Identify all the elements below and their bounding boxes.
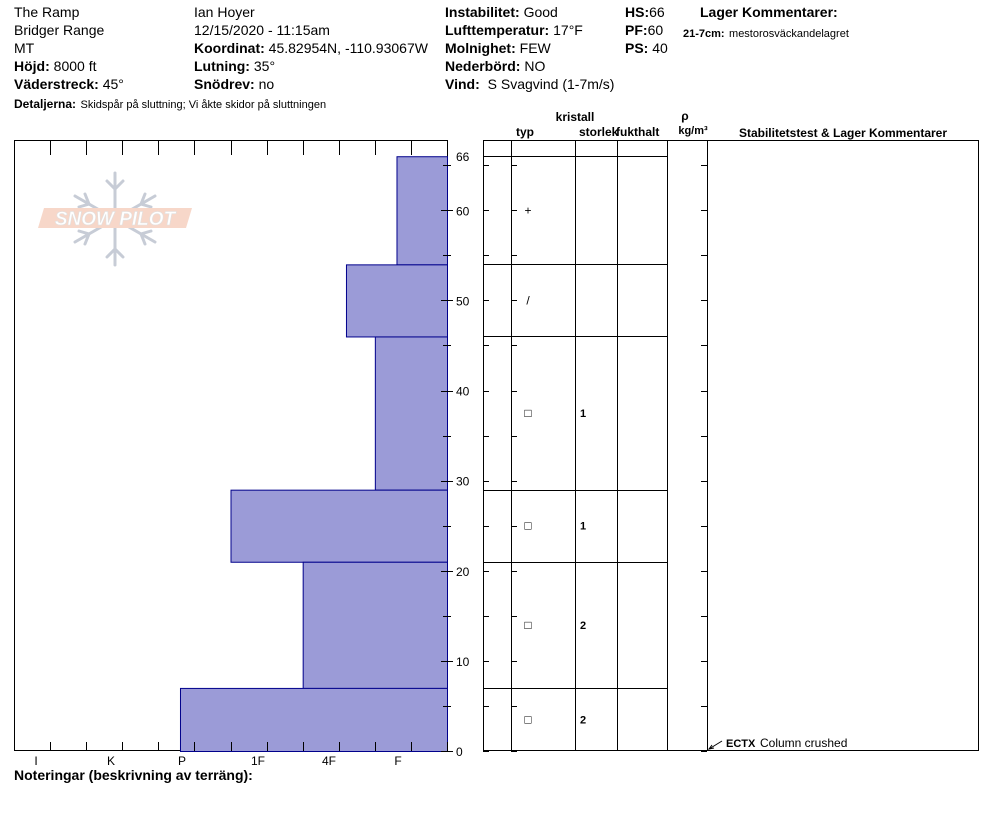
col-stability-comments-header: Stabilitetstest & Lager Kommentarer [738,126,948,140]
layer-table-frame [484,141,979,751]
stability-test-result [709,736,847,750]
hardness-tick-label: 4F [321,754,337,768]
hs-label: HS: [625,4,650,20]
elevation-label: Höjd: [14,58,50,74]
layer-bar-4 [231,490,448,562]
depth-tick-label: 60 [456,204,470,219]
observer-name: Ian Hoyer [194,4,255,20]
grain-type-5: □ [524,617,532,632]
wind-loading-value: no [258,76,275,92]
precip-value: NO [524,58,546,74]
col-density-header: kg/m³ [678,125,708,137]
grain-size-4: 1 [580,520,587,533]
grain-type-3: □ [524,406,532,421]
grain-size-6: 2 [580,714,587,727]
snowpilot-logo [38,173,192,265]
layer-bar-1 [397,157,448,265]
hardness-tick-label: K [106,754,116,768]
grain-type-2: / [526,293,530,308]
wind-value: S Svagvind (1-7m/s) [487,76,615,92]
coord-label: Koordinat: [194,40,265,56]
layer-comment-text: mestorosväckandelagret [729,28,849,40]
grain-type-6: □ [524,712,532,727]
grain-type-1: + [524,203,532,218]
col-moisture-header: fukthalt [616,125,660,139]
details-value: Skidspår på sluttning; Vi åkte skidor på sluttningen [80,99,327,111]
aspect-label: Väderstreck: [14,76,99,92]
layer-table-grid [483,140,708,751]
location-name: The Ramp [14,4,80,20]
hardness-tick-label: 1F [250,754,266,768]
depth-tick-label: 0 [456,745,463,759]
stability-label: Instabilitet: [445,4,520,20]
coord-value: 45.82954N, -110.93067W [268,40,428,56]
mountain-range: Bridger Range [14,22,105,38]
pf-value: 60 [647,22,664,38]
layer-bar-2 [346,265,447,337]
notes-label: Noteringar (beskrivning av terräng): [14,767,253,783]
layer-bar-5 [303,562,447,688]
col-type-header: typ [516,125,534,139]
col-size-header: storlek [579,125,619,139]
hardness-tick-label: P [177,754,187,768]
test-description: Column crushed [760,736,848,750]
sky-label: Molnighet: [445,40,516,56]
state: MT [14,40,35,56]
aspect-value: 45° [102,76,124,92]
hs-value: 66 [649,4,665,20]
layer-table-cells [524,203,586,726]
pf-label: PF: [625,22,648,38]
col-rho-header: ρ [681,109,689,123]
layer-comments-label: Lager Kommentarer: [700,4,838,20]
air-temp-value: 17°F [553,22,583,38]
stability-value: Good [523,4,558,20]
layer-comment-range: 21-7cm: [683,28,725,40]
sky-value: FEW [519,40,551,56]
layer-bar-3 [375,337,447,490]
depth-tick-label: 20 [456,564,470,579]
logo-text: SNOW PILOT [54,209,176,230]
precip-label: Nederbörd: [445,58,521,74]
wind-label: Vind: [445,76,480,92]
slope-label: Lutning: [194,58,250,74]
layer-bars [180,157,447,752]
grain-size-5: 2 [580,619,587,632]
test-pointer [709,741,722,749]
depth-tick-label: 50 [456,294,470,309]
depth-tick-label: 30 [456,474,470,489]
layer-bar-6 [180,688,447,751]
grain-type-4: □ [524,518,532,533]
ps-value: 40 [652,40,668,56]
depth-tick-label: 40 [456,384,470,399]
slope-value: 35° [253,58,276,74]
grain-size-3: 1 [580,408,587,421]
hardness-tick-label: F [394,754,402,768]
details-label: Detaljerna: [14,97,77,111]
air-temp-label: Lufttemperatur: [445,22,550,38]
col-crystal-header: kristall [555,110,595,124]
ps-label: PS: [625,40,649,56]
wind-loading-label: Snödrev: [194,76,255,92]
observation-datetime: 12/15/2020 - 11:15am [194,22,330,38]
test-code: ECTX [726,738,756,750]
depth-tick-label: 10 [456,654,470,669]
elevation-value: 8000 ft [53,58,97,74]
depth-tick-label: 66 [456,150,470,165]
hardness-tick-label: I [34,754,38,768]
